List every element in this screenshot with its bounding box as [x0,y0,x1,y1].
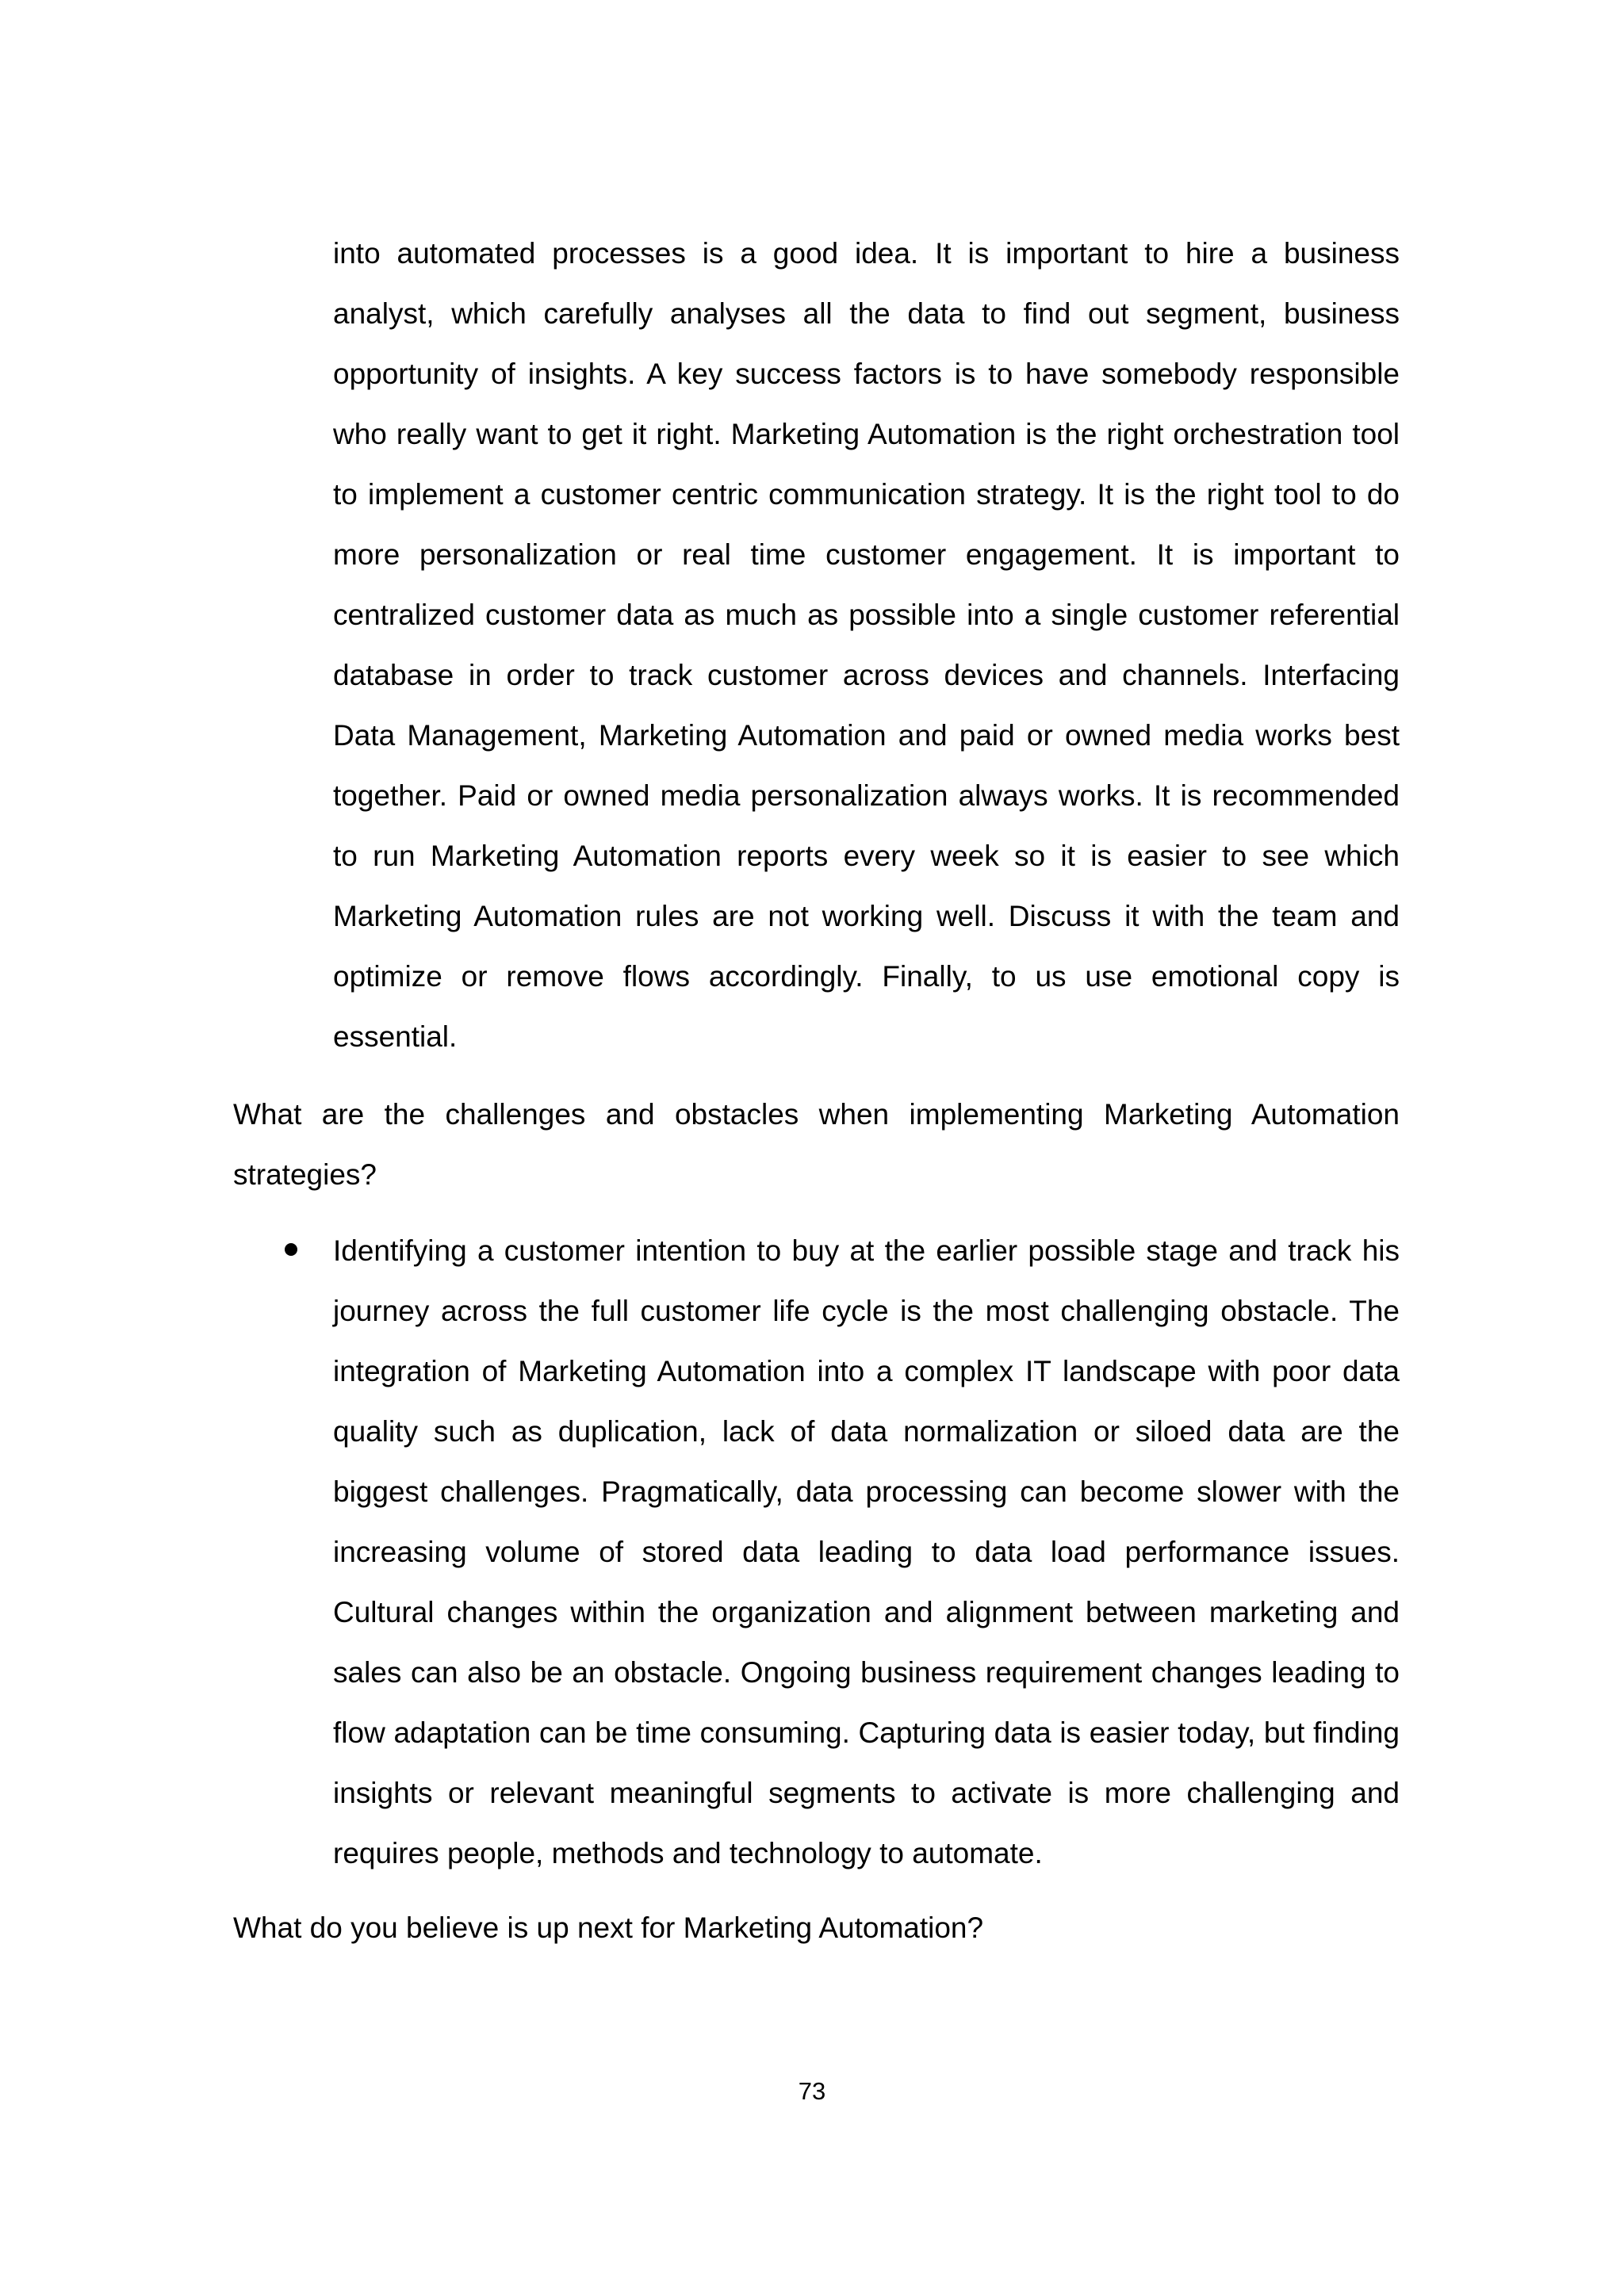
bullet-icon [285,1243,297,1256]
answer-challenges: Identifying a customer intention to buy at the earlier possible stage and track his journey across the full customer life cycle is the most challenging obstacle. The integration of Marketing Automation into a complex IT landscape with poor data quality such as duplication, lack of data normalization or siloed data are the biggest challenges. Pragmatically, data processing can become slower with the increasing volume of stored data leading to data load performance issues. Cultural changes within the organization and alignment between marketing and sales can also be an obstacle. Ongoing business requirement changes leading to flow adaptation can be time consuming. Capturing data is easier today, but finding insights or relevant meaningful segments to activate is more challenging and requires people, methods and technology to automate. [333,1234,1400,1869]
continuation-paragraph: into automated processes is a good idea. It is important to hire a business analyst, which carefully analyses all the data to find out segment, business opportunity of insights. A key success factors is to have somebody responsible who really want to get it right. Marketing Automation is the right orchestration tool to implement a customer centric communication strategy. It is the right tool to do more personalization or real time customer engagement. It is important to centralized customer data as much as possible into a single customer referential database in order to track customer across devices and channels. Interfacing Data Management, Marketing Automation and paid or owned media works best together. Paid or owned media personalization always works. It is recommended to run Marketing Automation reports every week so it is easier to see which Marketing Automation rules are not working well. Discuss it with the team and optimize or remove flows accordingly. Finally, to us use emotional copy is essential. [333,237,1400,1053]
question-challenges: What are the challenges and obstacles when implementing Marketing Automation strategies? [233,1098,1400,1191]
question-next: What do you believe is up next for Marketing Automation? [233,1911,984,1944]
page-number: 73 [798,2077,826,2105]
